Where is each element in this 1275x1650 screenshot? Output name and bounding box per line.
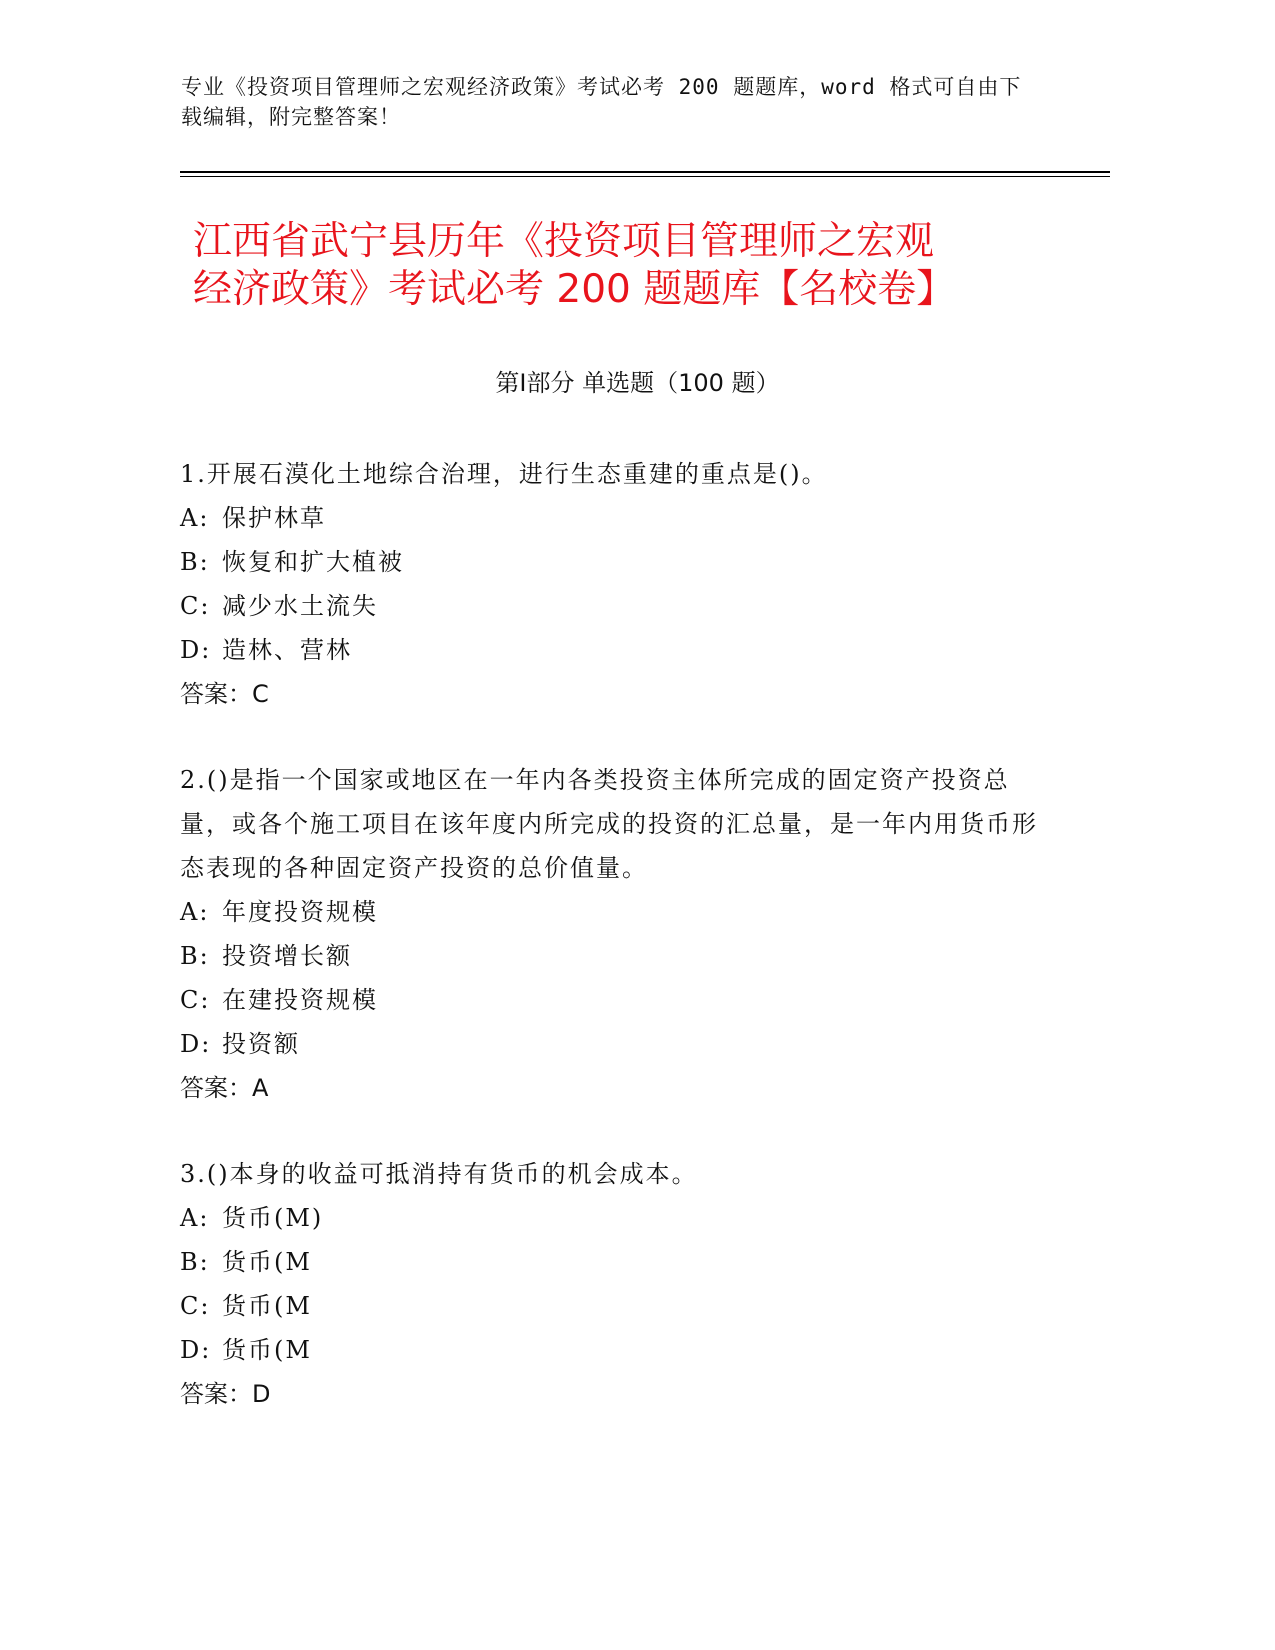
answer-label: 答案： [180, 1074, 252, 1102]
question-1 [180, 452, 1060, 716]
question-2 [180, 758, 1060, 1110]
option-c [180, 978, 1060, 1022]
answer-value: D [252, 1380, 271, 1408]
option-key: D: [180, 1336, 212, 1364]
option-text: 年度投资规模 [222, 898, 378, 926]
document-title-line-1: 江西省武宁县历年《投资项目管理师之宏观 [193, 219, 935, 264]
option-text: 减少水土流失 [222, 592, 378, 620]
question-stem: 1.开展石漠化土地综合治理，进行生态重建的重点是()。 [180, 460, 828, 488]
option-text: 投资增长额 [222, 942, 352, 970]
option-text: 货币(M [222, 1336, 312, 1364]
answer-line [180, 1372, 1060, 1416]
answer-line [180, 672, 1060, 716]
option-text: 造林、营林 [222, 636, 352, 664]
option-key: C: [180, 986, 211, 1014]
option-d [180, 1328, 1060, 1372]
option-c [180, 1284, 1060, 1328]
answer-value: A [252, 1074, 269, 1102]
option-key: D: [180, 636, 212, 664]
question-stem: 2.()是指一个国家或地区在一年内各类投资主体所完成的固定资产投资总量，或各个施工项目在该年度内所完成的投资的汇总量，是一年内用货币形态表现的各种固定资产投资的总价值量。 [180, 766, 1038, 882]
option-text: 货币(M) [222, 1204, 324, 1232]
option-key: B: [180, 548, 210, 576]
option-text: 保护林草 [222, 504, 326, 532]
option-key: D: [180, 1030, 212, 1058]
document-title-line-2: 经济政策》考试必考 200 题题库【名校卷】 [193, 267, 956, 312]
option-text: 在建投资规模 [222, 986, 378, 1014]
option-text: 货币(M [222, 1292, 312, 1320]
option-key: C: [180, 1292, 211, 1320]
option-text: 投资额 [222, 1030, 300, 1058]
option-key: B: [180, 942, 210, 970]
answer-label: 答案： [180, 680, 252, 708]
option-b [180, 1240, 1060, 1284]
option-key: C: [180, 592, 211, 620]
option-key: B: [180, 1248, 210, 1276]
option-b [180, 540, 1060, 584]
option-key: A: [180, 1204, 210, 1232]
question-3 [180, 1152, 1060, 1416]
answer-line [180, 1066, 1060, 1110]
option-key: A: [180, 898, 210, 926]
document-title [193, 218, 1093, 314]
answer-label: 答案： [180, 1380, 252, 1408]
option-d [180, 628, 1060, 672]
option-key: A: [180, 504, 210, 532]
option-d [180, 1022, 1060, 1066]
section-title: 第Ⅰ部分 单选题（100 题） [495, 369, 780, 397]
header-divider-thick [180, 171, 1110, 173]
option-a [180, 890, 1060, 934]
option-text: 货币(M [222, 1248, 312, 1276]
question-list [180, 452, 1060, 1458]
option-b [180, 934, 1060, 978]
question-stem: 3.()本身的收益可抵消持有货币的机会成本。 [180, 1160, 698, 1188]
option-text: 恢复和扩大植被 [222, 548, 404, 576]
option-a [180, 1196, 1060, 1240]
option-a [180, 496, 1060, 540]
header-note: 专业《投资项目管理师之宏观经济政策》考试必考 200 题题库，word 格式可自由下载编辑，附完整答案！ [181, 75, 1022, 129]
option-c [180, 584, 1060, 628]
answer-value: C [252, 680, 269, 708]
header-divider-thin [180, 176, 1110, 177]
